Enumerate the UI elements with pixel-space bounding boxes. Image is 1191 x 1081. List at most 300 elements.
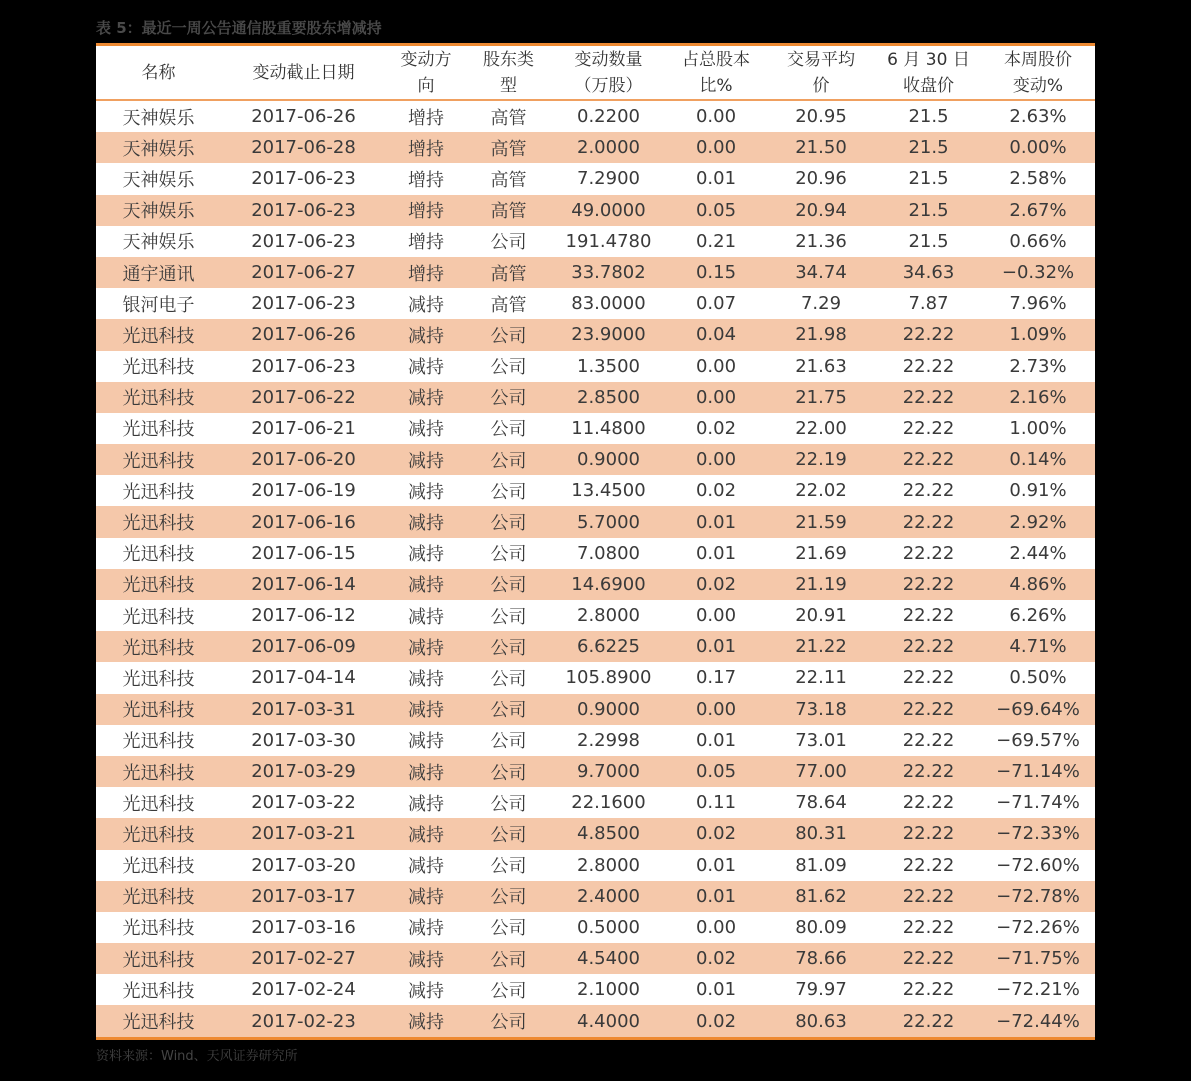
table-cell: 2017-06-27 [221, 257, 386, 288]
source-note: 资料来源：Wind、天风证券研究所 [96, 1049, 298, 1064]
table-cell: 光迅科技 [122, 856, 195, 878]
table-cell: 光迅科技 [96, 756, 221, 787]
table-cell: 22.00 [795, 417, 847, 439]
table-cell: 0.04 [666, 319, 766, 350]
table-cell: 2017-06-12 [251, 605, 356, 627]
table-cell: 公司 [466, 631, 551, 662]
table-cell: 33.7802 [551, 257, 666, 288]
table-cell: 2017-06-14 [221, 569, 386, 600]
table-cell: 22.22 [902, 480, 955, 502]
table-cell: 光迅科技 [96, 818, 221, 849]
table-cell: 22.22 [902, 792, 955, 814]
table-cell: 2017-02-23 [221, 1005, 386, 1036]
table-cell: 减持 [386, 1005, 466, 1036]
table-cell: 公司 [466, 694, 551, 725]
table-row [96, 725, 1095, 756]
table-cell: 2017-06-20 [221, 444, 386, 475]
table-cell: 2017-04-14 [251, 667, 356, 689]
table-cell: 天神娱乐 [122, 232, 195, 254]
table-cell: 0.01 [695, 854, 737, 876]
table-cell: 14.6900 [551, 569, 666, 600]
table-cell: 22.1600 [571, 792, 646, 814]
table-cell: 通宇通讯 [96, 257, 221, 288]
table-cell: 公司 [490, 419, 527, 441]
table-cell: 公司 [490, 980, 527, 1002]
table-cell: 22.22 [902, 729, 955, 751]
table-cell: 2.4000 [551, 881, 666, 912]
table-cell: 减持 [408, 294, 444, 316]
table-cell: 0.50% [1009, 667, 1067, 689]
column-header-line1: 占总股本 [682, 49, 750, 70]
table-cell: 公司 [490, 544, 527, 566]
table-cell: 22.22 [902, 355, 955, 377]
table-cell: 22.19 [766, 444, 876, 475]
table-cell: 6.26% [1009, 605, 1067, 627]
table-cell: 0.01 [695, 979, 737, 1001]
table-cell: −0.32% [981, 257, 1095, 288]
table-row [96, 444, 1095, 475]
table-cell: 减持 [408, 918, 444, 940]
table-cell: 公司 [490, 357, 527, 379]
table-cell: 2.92% [981, 506, 1095, 537]
table-cell: 光迅科技 [122, 668, 195, 690]
table-cell: 2017-06-23 [251, 355, 356, 377]
table-cell: 2017-06-21 [251, 417, 356, 439]
table-cell: 2017-03-31 [221, 694, 386, 725]
table-cell: −72.21% [996, 979, 1080, 1001]
table-cell: 减持 [408, 856, 444, 878]
table-cell: −72.44% [981, 1005, 1095, 1036]
table-cell: 减持 [408, 668, 444, 690]
table-cell: 13.4500 [571, 480, 646, 502]
table-row [96, 413, 1095, 444]
table-cell: 21.19 [766, 569, 876, 600]
table-cell: 2017-06-09 [221, 631, 386, 662]
table-cell: 光迅科技 [96, 881, 221, 912]
table-cell: 80.63 [766, 1005, 876, 1036]
table-cell: 4.8500 [551, 818, 666, 849]
table-cell: 80.09 [795, 916, 847, 938]
table-cell: −71.74% [996, 792, 1080, 814]
table-cell: 0.02 [695, 417, 737, 439]
table-cell: 0.00 [666, 132, 766, 163]
table-cell: 21.5 [908, 168, 949, 190]
table-cell: 21.22 [766, 631, 876, 662]
table-cell: 增持 [408, 107, 444, 129]
table-row [96, 382, 1095, 413]
table-cell: 天神娱乐 [122, 169, 195, 191]
table-cell: 光迅科技 [96, 1005, 221, 1036]
table-cell: 2017-02-27 [221, 943, 386, 974]
table-cell: 高管 [490, 294, 527, 316]
table-cell: 77.00 [766, 756, 876, 787]
table-cell: 公司 [490, 481, 527, 503]
table-cell: 光迅科技 [122, 357, 195, 379]
table-cell: 光迅科技 [96, 569, 221, 600]
table-cell: 5.7000 [551, 506, 666, 537]
table-cell: 2017-06-22 [221, 382, 386, 413]
column-header-line1: 名称 [141, 62, 176, 83]
table-cell: 减持 [408, 606, 444, 628]
column-header [386, 46, 466, 100]
table-cell: 减持 [408, 419, 444, 441]
table-cell: 光迅科技 [96, 943, 221, 974]
table-cell: 22.22 [876, 631, 981, 662]
table-cell: 2.8000 [577, 605, 640, 627]
table-row [96, 974, 1095, 1005]
table-cell: 减持 [386, 569, 466, 600]
table-cell: 光迅科技 [96, 319, 221, 350]
column-header [766, 46, 876, 100]
column-header [221, 46, 386, 100]
table-cell: 公司 [466, 943, 551, 974]
table-cell: 公司 [490, 918, 527, 940]
table-cell: 0.00 [695, 916, 737, 938]
column-header [981, 46, 1095, 100]
table-cell: 2017-03-17 [221, 881, 386, 912]
table-cell: 0.00 [666, 694, 766, 725]
table-cell: 79.97 [795, 979, 847, 1001]
table-cell: 21.5 [876, 132, 981, 163]
column-header-line1: 交易平均 [787, 49, 855, 70]
table-cell: 0.5000 [577, 916, 640, 938]
table-row [96, 475, 1095, 506]
table-cell: 天神娱乐 [96, 132, 221, 163]
column-header-line2: 向 [417, 75, 435, 96]
table-row [96, 850, 1095, 881]
table-cell: 0.9000 [551, 694, 666, 725]
table-cell: 光迅科技 [96, 631, 221, 662]
table-row [96, 600, 1095, 631]
table-cell: 2.44% [1009, 542, 1067, 564]
column-header-line1: 6 月 30 日 [887, 49, 970, 70]
table-cell: 6.6225 [551, 631, 666, 662]
table-body [96, 100, 1095, 1037]
table-cell: 105.8900 [565, 667, 652, 689]
table-row [96, 1005, 1095, 1036]
table-cell: 2017-06-15 [251, 542, 356, 564]
table-cell: 21.59 [766, 506, 876, 537]
table-cell: 83.0000 [571, 293, 646, 315]
table-cell: 23.9000 [551, 319, 666, 350]
table-cell: 减持 [408, 481, 444, 503]
table-cell: 高管 [466, 257, 551, 288]
table-cell: 减持 [386, 694, 466, 725]
table-cell: 2017-06-26 [251, 106, 356, 128]
table-row [96, 881, 1095, 912]
table-cell: 20.94 [766, 195, 876, 226]
table-header-row [96, 46, 1095, 100]
table-cell: 减持 [408, 357, 444, 379]
table-cell: 2017-02-24 [251, 979, 356, 1001]
table-cell: −69.57% [996, 729, 1080, 751]
table-cell: 4.4000 [551, 1005, 666, 1036]
table-row [96, 538, 1095, 569]
table-cell: −72.60% [996, 854, 1080, 876]
table-cell: 21.5 [876, 195, 981, 226]
table-cell: 银河电子 [122, 294, 195, 316]
shareholder-changes-table [96, 43, 1095, 1040]
table-cell: 21.98 [766, 319, 876, 350]
table-cell: 7.96% [1009, 293, 1067, 315]
table-cell: 减持 [386, 881, 466, 912]
table-cell: 0.14% [981, 444, 1095, 475]
column-header-line2: 变动% [1012, 75, 1064, 96]
table-cell: 7.0800 [577, 542, 640, 564]
table-cell: 光迅科技 [122, 606, 195, 628]
table-cell: 光迅科技 [122, 918, 195, 940]
table-cell: 减持 [386, 382, 466, 413]
table-cell: 22.22 [902, 605, 955, 627]
table-cell: 22.22 [876, 569, 981, 600]
table-cell: 22.11 [795, 667, 847, 689]
table-cell: 公司 [490, 232, 527, 254]
table-cell: 0.01 [695, 168, 737, 190]
table-cell: 公司 [466, 444, 551, 475]
table-cell: 减持 [386, 319, 466, 350]
table-cell: 0.02 [666, 569, 766, 600]
table-cell: 20.96 [795, 168, 847, 190]
table-cell: 1.00% [1009, 417, 1067, 439]
table-cell: 22.22 [876, 943, 981, 974]
table-cell: 0.00 [666, 444, 766, 475]
table-row [96, 195, 1095, 226]
column-header-line2: 比% [699, 75, 733, 96]
table-cell: 减持 [386, 444, 466, 475]
table-cell: 22.22 [902, 916, 955, 938]
table-cell: 0.00% [981, 132, 1095, 163]
column-header-line2: （万股） [574, 75, 643, 96]
column-header-line2: 收盘价 [903, 75, 954, 96]
table-cell: 公司 [490, 856, 527, 878]
table-cell: 0.01 [666, 631, 766, 662]
column-header-line2: 价 [812, 75, 830, 96]
table-cell: 22.22 [902, 979, 955, 1001]
table-cell: 22.22 [876, 818, 981, 849]
table-row [96, 163, 1095, 194]
table-cell: 0.01 [695, 542, 737, 564]
column-header-line2: 型 [500, 75, 517, 96]
table-cell: −71.75% [981, 943, 1095, 974]
table-cell: 天神娱乐 [122, 107, 195, 129]
table-row [96, 569, 1095, 600]
table-cell: 2.58% [1009, 168, 1067, 190]
column-header [666, 46, 766, 100]
table-cell: 减持 [386, 506, 466, 537]
table-cell: 22.22 [876, 319, 981, 350]
table-cell: 0.02 [695, 480, 737, 502]
table-cell: 光迅科技 [122, 980, 195, 1002]
table-cell: 公司 [466, 319, 551, 350]
column-header [551, 46, 666, 100]
table-cell: 0.66% [1009, 230, 1067, 252]
table-row [96, 756, 1095, 787]
table-row [96, 288, 1095, 319]
table-cell: 0.05 [666, 195, 766, 226]
table-cell: 34.63 [876, 257, 981, 288]
table-cell: 0.9000 [551, 444, 666, 475]
table-cell: 81.62 [766, 881, 876, 912]
table-cell: 增持 [386, 257, 466, 288]
column-header [96, 46, 221, 100]
table-cell: 减持 [386, 631, 466, 662]
table-cell: 天神娱乐 [96, 195, 221, 226]
table-cell: 20.91 [795, 605, 847, 627]
table-cell: 2.63% [1009, 106, 1067, 128]
table-cell: 80.31 [766, 818, 876, 849]
table-cell: 21.5 [908, 230, 949, 252]
table-cell: 2017-03-16 [251, 916, 356, 938]
table-cell: 高管 [466, 132, 551, 163]
table-cell: 0.01 [695, 729, 737, 751]
table-cell: 1.09% [981, 319, 1095, 350]
table-cell: 2.16% [981, 382, 1095, 413]
table-cell: 2.73% [1009, 355, 1067, 377]
table-cell: 21.36 [795, 230, 847, 252]
table-cell: 11.4800 [571, 417, 646, 439]
table-cell: 增持 [386, 195, 466, 226]
table-cell: 2.0000 [551, 132, 666, 163]
table-cell: 光迅科技 [96, 382, 221, 413]
table-cell: 0.21 [695, 230, 737, 252]
table-cell: 21.50 [766, 132, 876, 163]
table-cell: 光迅科技 [96, 444, 221, 475]
table-cell: 公司 [466, 382, 551, 413]
table-cell: 22.22 [876, 444, 981, 475]
table-row [96, 787, 1095, 818]
table-cell: 34.74 [766, 257, 876, 288]
table-cell: 2017-06-28 [221, 132, 386, 163]
table-cell: 公司 [490, 606, 527, 628]
table-cell: 减持 [386, 756, 466, 787]
column-header-line1: 本周股价 [1004, 49, 1072, 70]
column-header [466, 46, 551, 100]
table-cell: 增持 [408, 169, 444, 191]
column-header-line1: 变动方 [400, 49, 452, 70]
table-row [96, 351, 1095, 382]
table-cell: 21.5 [908, 106, 949, 128]
table-cell: 2.67% [981, 195, 1095, 226]
table-cell: 光迅科技 [122, 481, 195, 503]
table-cell: 191.4780 [565, 230, 652, 252]
table-cell: 0.11 [695, 792, 737, 814]
table-cell: 2017-06-23 [251, 230, 356, 252]
table-cell: 7.29 [800, 293, 842, 315]
table-cell: 减持 [408, 793, 444, 815]
table-cell: 22.22 [902, 667, 955, 689]
table-cell: 22.22 [902, 417, 955, 439]
table-row [96, 818, 1095, 849]
table-cell: 21.63 [795, 355, 847, 377]
table-cell: 2017-03-22 [251, 792, 356, 814]
table-cell: 2017-03-20 [251, 854, 356, 876]
column-header-line1: 变动截止日期 [252, 62, 355, 83]
column-header [876, 46, 981, 100]
table-cell: −71.14% [981, 756, 1095, 787]
table-row [96, 912, 1095, 943]
table-cell: 公司 [490, 731, 527, 753]
table-cell: 22.22 [876, 756, 981, 787]
table-cell: 减持 [386, 818, 466, 849]
table-cell: 0.00 [695, 355, 737, 377]
table-cell: 73.18 [766, 694, 876, 725]
table-title: 表 5：最近一周公告通信股重要股东增减持 [96, 19, 382, 37]
table-row [96, 631, 1095, 662]
table-cell: 21.69 [795, 542, 847, 564]
table-cell: 20.95 [795, 106, 847, 128]
table-cell: 81.09 [795, 854, 847, 876]
table-cell: 2017-06-19 [251, 480, 356, 502]
column-header-line1: 变动数量 [574, 49, 643, 70]
table-cell: −69.64% [981, 694, 1095, 725]
table-cell: 2017-06-26 [221, 319, 386, 350]
table-cell: 光迅科技 [122, 793, 195, 815]
table-cell: 2.2998 [577, 729, 640, 751]
table-cell: 2.8500 [551, 382, 666, 413]
table-cell: 73.01 [795, 729, 847, 751]
table-row [96, 662, 1095, 693]
table-cell: 49.0000 [551, 195, 666, 226]
table-cell: 高管 [490, 169, 527, 191]
table-cell: 2017-03-21 [221, 818, 386, 849]
table-cell: 高管 [490, 107, 527, 129]
table-cell: 0.07 [695, 293, 737, 315]
table-row [96, 226, 1095, 257]
table-cell: 光迅科技 [122, 544, 195, 566]
table-cell: 0.00 [695, 106, 737, 128]
table-row [96, 943, 1095, 974]
table-cell: 4.5400 [551, 943, 666, 974]
table-cell: 0.15 [666, 257, 766, 288]
table-cell: −72.33% [981, 818, 1095, 849]
table-cell: 2.8000 [577, 854, 640, 876]
table-cell: 22.22 [902, 542, 955, 564]
table-row [96, 100, 1095, 132]
table-row [96, 132, 1095, 163]
table-cell: 0.05 [666, 756, 766, 787]
table-cell: 22.22 [876, 506, 981, 537]
table-cell: 公司 [466, 506, 551, 537]
table-cell: 22.22 [876, 694, 981, 725]
table-cell: 增持 [408, 232, 444, 254]
table-cell: 4.86% [981, 569, 1095, 600]
table-cell: 2017-03-30 [251, 729, 356, 751]
table-cell: 增持 [386, 132, 466, 163]
table-cell: 2017-06-23 [251, 293, 356, 315]
table-cell: −72.78% [981, 881, 1095, 912]
table-cell: 光迅科技 [122, 731, 195, 753]
table-cell: 光迅科技 [122, 419, 195, 441]
table-cell: 减持 [408, 731, 444, 753]
table-cell: 4.71% [981, 631, 1095, 662]
table-cell: 7.2900 [577, 168, 640, 190]
table-cell: 78.64 [795, 792, 847, 814]
table-cell: 公司 [490, 668, 527, 690]
table-cell: 2017-06-16 [221, 506, 386, 537]
table-cell: 公司 [466, 818, 551, 849]
table-cell: 减持 [408, 980, 444, 1002]
table-cell: 2.1000 [577, 979, 640, 1001]
table-cell: 2017-06-23 [221, 195, 386, 226]
table-cell: 2017-03-29 [221, 756, 386, 787]
table-cell: 7.87 [908, 293, 949, 315]
table-cell: 公司 [466, 756, 551, 787]
table-cell: 公司 [466, 569, 551, 600]
table-row [96, 506, 1095, 537]
table-cell: 高管 [466, 195, 551, 226]
table-cell: 1.3500 [577, 355, 640, 377]
table-cell: 公司 [466, 881, 551, 912]
